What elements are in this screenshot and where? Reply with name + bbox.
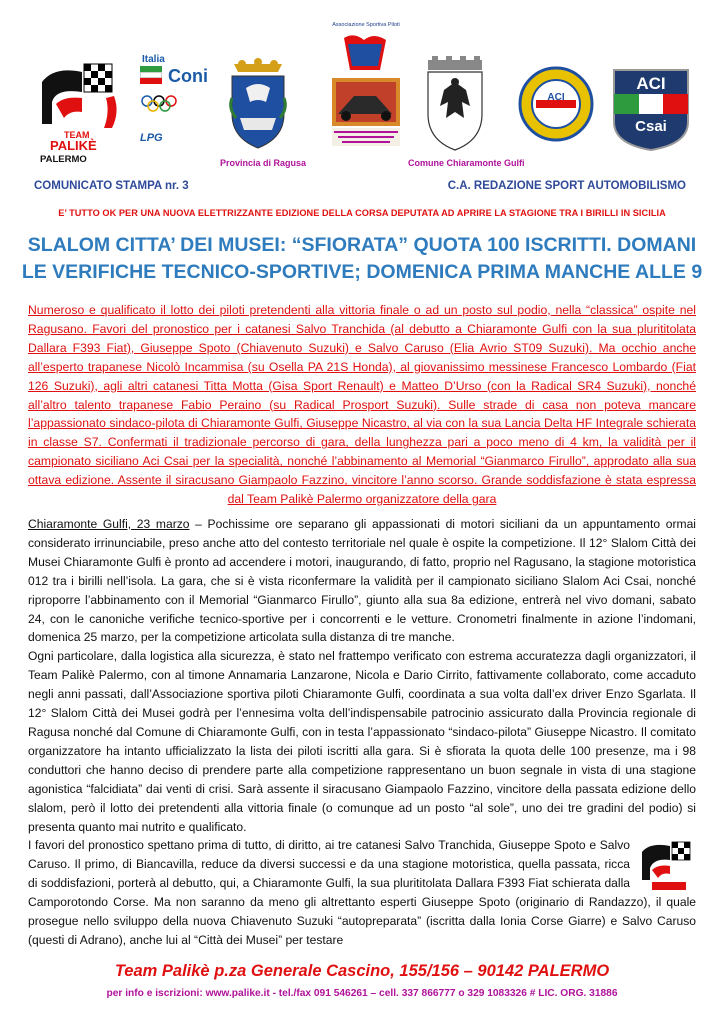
team-palike-city: PALERMO (40, 154, 87, 165)
press-release-number: COMUNICATO STAMPA nr. 3 (34, 180, 189, 192)
paragraph-3-text: I favori del pronostico spettano prima di tutto, di diritto, ai tre catanesi Salvo Tranchida, Giuseppe Spoto e Salvo Caruso. Il primo, di Biancavilla, reduce da diversi successi e da una stagione motoristica, quella passata, ricca di soddisfazioni, porterà al debutto, qui, a Chiaramonte Gulfi, la sua plurititolata Dallara F393 Fiat schierata dalla Camporotondo Corse. Ma non saranno da meno gli altrettanto esperti Giuseppe Spoto (originario di Randazzo), il quale prosegue nello sviluppo della nuova Chiavenuto Suzuki “autopreparata” (iscritta dalla Ionia Corse Giarre) e Salvo Caruso (questi di Adrano), anche lui al “Città dei Musei” per testare (28, 838, 696, 947)
team-palike-logo (34, 62, 124, 165)
footer-contacts: per info e iscrizioni: www.palike.it - tel./fax 091 546261 – cell. 337 866777 o 329 1083326 # LIC. ORG. 31886 (106, 988, 618, 999)
dateline: Chiaramonte Gulfi, 23 marzo (28, 517, 190, 531)
paragraph-1-text: – Pochissime ore separano gli appassionati di motori siciliani da un appuntamento ormai considerato irrinunciabile, preso anche atto del contesto territoriale nel quale è ospite la competizione. Il 12° Slalom Città dei Musei Chiaramonte Gulfi è pronto ad accendere i motori, inaugurando, di fatto, proprio nel Ragusano, la stagione motoristica 012 tra i birilli nell’isola. La gara, che si è vista riconfermare la validità per il campionato siciliano Slalom Aci Csai, nonché riproporre l’abbinamento con il Memorial “Gianmarco Firullo”, giunto alla sua 8a edizione, entrerà nel vivo domani, sabato 24, con le canoniche verifiche tecnico-sportive per i concorrenti e le vetture. Cronometri finalmente in azione l’indomani, domenica 25 marzo, per la competizione articolata sulla distanza di tre manche. (28, 517, 696, 645)
comune-caption: Comune Chiaramonte Gulfi (408, 158, 525, 168)
lead-paragraph: Numeroso e qualificato il lotto dei piloti pretendenti alla vittoria finale o ad un posto sul podio, nella “classica” ospite nel Ragusano. Favori del pronostico per i catanesi Salvo Tranchida (al debutto a Chiaramonte Gulfi con la sua plurititolata Dallara F393 Fiat), Giuseppe Spoto (Chiavenuto Suzuki) e Salvo Caruso (Elia Avrio ST09 Suzuki). Ma occhio anche all’esperto trapanese Nicolò Incammisa (su Osella PA 21S Honda), al giovanissimo messinese Francesco Lombardo (Fiat 126 Suzuki), agli altri catanesi Titta Motta (Gisa Sport Renault) e Matteo D’Urso (con la Radical SR4 Suzuki), nonché all’altro talento trapanese Fabio Peraino (su Radical Prosport Suzuki). Sulle strade di casa non poteva mancare l’appassionato sindaco-pilota di Chiaramonte Gulfi, Giuseppe Nicastro, al via con la sua Lancia Delta HF Integrale schierata in classe S7. Confermati il tradizionale percorso di gara, della lunghezza pari a poco meno di 4 km, la validità per il campionato siciliano Aci Csai per la specialità, nonché l’abbinamento al Memorial “Gianmarco Firullo”, approdato alla sua ottava edizione. Assente il siracusano Giampaolo Fazzino, vincitore l’anno scorso. Grande soddisfazione è stata espressa dal Team Palikè Palermo organizzatore della gara (28, 303, 696, 507)
svg-text:PALIKÈ: PALIKÈ (50, 138, 97, 153)
aci-badge (518, 64, 594, 144)
event-poster: Associazione Sportiva Piloti (324, 22, 408, 154)
paragraph-1 (28, 515, 696, 647)
provincia-ragusa-crest (226, 58, 290, 150)
svg-text:ACI: ACI (547, 92, 565, 103)
page-title: SLALOM CITTA’ DEI MUSEI: “SFIORATA” QUOTA 100 ISCRITTI. DOMANI LE VERIFICHE TECNICO-SPORTIVE; DOMENICA PRIMA MANCHE ALLE 9 (21, 234, 703, 283)
coni-logo: Italia Coni LPG (140, 54, 208, 144)
footer-address: Team Palikè p.za Generale Cascino, 155/156 – 90142 PALERMO (114, 962, 610, 980)
article-body (28, 515, 696, 950)
provincia-caption: Provincia di Ragusa (220, 158, 307, 168)
svg-text:TEAM: TEAM (64, 130, 90, 140)
paragraph-3 (28, 836, 696, 949)
kicker-headline: E’ TUTTO OK PER UNA NUOVA ELETTRIZZANTE EDIZIONE DELLA CORSA DEPUTATA AD APRIRE LA STAGIONE TRA I BIRILLI IN SICILIA (58, 208, 666, 218)
recipient-line: C.A. REDAZIONE SPORT AUTOMOBILISMO (447, 180, 686, 192)
team-palike-small-logo (638, 840, 696, 892)
comune-chiaramonte-crest (422, 56, 488, 152)
aci-csai-badge: ACI Csai (610, 66, 692, 152)
paragraph-2: Ogni particolare, dalla logistica alla sicurezza, è stato nel frattempo verificato con estrema accuratezza dagli organizzatori, il Team Palikè Palermo, con al timone Annamaria Lanzarone, Nicola e Dario Cirrito, fattivamente collaborato, come accaduto negli anni passati, dall’Associazione sportiva piloti Chiaramonte Gulfi, coordinata a sua volta dall’ex driver Enzo Sgarlata. Il 12° Slalom Città dei Musei godrà per l’ennesima volta dell’indispensabile patrocinio assicurato dalla Provincia regionale di Ragusa nonché dal Comune di Chiaramonte Gulfi, con in testa l’appassionato “sindaco-pilota” Giuseppe Nicastro. Il comitato organizzatore ha intanto ufficializzato la lista dei piloti iscritti alla gara. Si è sfiorata la quota delle 100 presenze, ma i 98 conduttori che hanno deciso di prendere parte alla competizione rappresentano un buon segnale in vista di una stagione agonistica “falcidiata” dai venti di crisi. Sarà assente il siracusano Giampaolo Fazzino, vincitore della passata edizione dello slalom, però il lotto dei pretendenti alla vittoria finale (o comunque ad un posto “al sole”, uno dei tre gradini del podio) si presenta quanto mai nutrito e qualificato. (28, 649, 696, 834)
logo-strip (34, 22, 694, 170)
